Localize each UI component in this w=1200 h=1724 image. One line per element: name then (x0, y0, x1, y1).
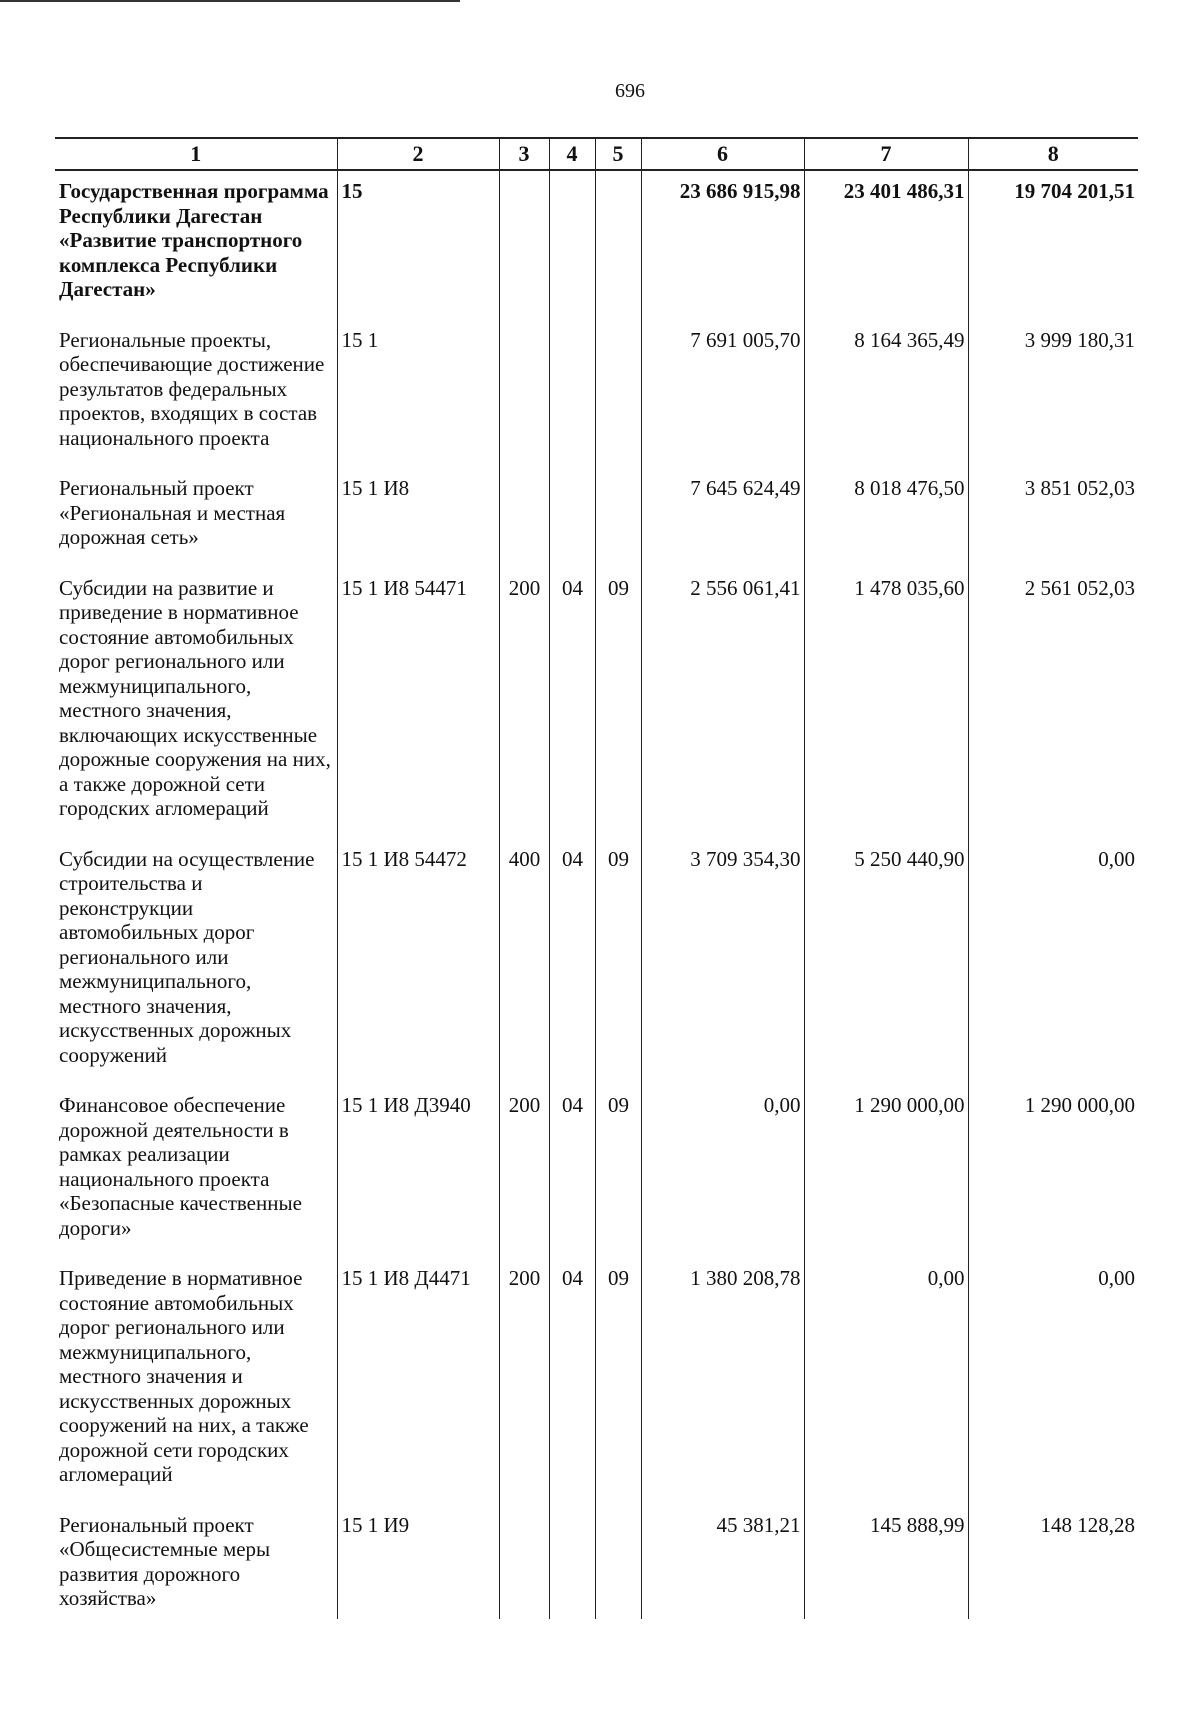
subsection-code: 09 (595, 839, 641, 1086)
subsection-code (595, 170, 641, 320)
header-row (55, 138, 1138, 170)
target-article-code: 15 1 И8 Д3940 (337, 1085, 499, 1258)
subsection-code (595, 320, 641, 469)
amount-col-6: 7 645 624,49 (641, 468, 804, 568)
column-header-6: 6 (641, 138, 804, 170)
section-code: 04 (549, 568, 595, 839)
subsection-code: 09 (595, 568, 641, 839)
subsection-code: 09 (595, 1085, 641, 1258)
table-row (55, 320, 1138, 469)
subsection-code (595, 1505, 641, 1619)
amount-col-6: 7 691 005,70 (641, 320, 804, 469)
target-article-code: 15 1 И8 (337, 468, 499, 568)
row-name: Региональный проект «Региональная и местная дорожная сеть» (59, 476, 286, 549)
table-row (55, 1085, 1138, 1258)
amount-col-6: 2 556 061,41 (641, 568, 804, 839)
amount-col-8: 3 851 052,03 (968, 468, 1138, 568)
target-article-code: 15 1 И8 54472 (337, 839, 499, 1086)
subsection-code (595, 468, 641, 568)
section-code: 04 (549, 839, 595, 1086)
amount-col-6: 45 381,21 (641, 1505, 804, 1619)
amount-col-7: 1 290 000,00 (804, 1085, 968, 1258)
column-header-8: 8 (968, 138, 1138, 170)
column-header-3: 3 (499, 138, 549, 170)
section-code (549, 1505, 595, 1619)
target-article-code: 15 1 (337, 320, 499, 469)
column-header-4: 4 (549, 138, 595, 170)
table-row (55, 839, 1138, 1086)
top-rule (0, 0, 460, 2)
expense-type-code: 200 (499, 1258, 549, 1505)
amount-col-8: 1 290 000,00 (968, 1085, 1138, 1258)
row-name: Субсидии на осуществление строительства и реконструкции автомобильных дорог регионального или межмуниципального, местного значения, искусственных дорожных сооружений (59, 846, 315, 1067)
target-article-code: 15 1 И8 54471 (337, 568, 499, 839)
amount-col-7: 23 401 486,31 (804, 170, 968, 320)
table-row (55, 170, 1138, 320)
row-name: Государственная программа Республики Дагестан «Развитие транспортного комплекса Республики Дагестан» (59, 179, 329, 301)
section-code: 04 (549, 1085, 595, 1258)
table-row (55, 1505, 1138, 1619)
section-code (549, 170, 595, 320)
target-article-code: 15 1 И8 Д4471 (337, 1258, 499, 1505)
row-name: Финансовое обеспечение дорожной деятельности в рамках реализации национального проекта «Безопасные качественные дороги» (59, 1093, 302, 1240)
expense-type-code (499, 170, 549, 320)
amount-col-7: 1 478 035,60 (804, 568, 968, 839)
amount-col-6: 0,00 (641, 1085, 804, 1258)
page-number: 696 (615, 80, 645, 102)
amount-col-6: 3 709 354,30 (641, 839, 804, 1086)
subsection-code: 09 (595, 1258, 641, 1505)
amount-col-7: 145 888,99 (804, 1505, 968, 1619)
table-row (55, 468, 1138, 568)
target-article-code: 15 (337, 170, 499, 320)
expense-type-code (499, 1505, 549, 1619)
section-code: 04 (549, 1258, 595, 1505)
budget-table (55, 137, 1138, 1619)
expense-type-code (499, 468, 549, 568)
expense-type-code: 200 (499, 568, 549, 839)
expense-type-code: 400 (499, 839, 549, 1086)
amount-col-7: 0,00 (804, 1258, 968, 1505)
amount-col-8: 148 128,28 (968, 1505, 1138, 1619)
section-code (549, 320, 595, 469)
column-header-5: 5 (595, 138, 641, 170)
column-header-7: 7 (804, 138, 968, 170)
table-row (55, 568, 1138, 839)
target-article-code: 15 1 И9 (337, 1505, 499, 1619)
row-name: Региональные проекты, обеспечивающие достижение результатов федеральных проектов, входящих в состав национального проекта (59, 327, 325, 450)
section-code (549, 468, 595, 568)
amount-col-6: 1 380 208,78 (641, 1258, 804, 1505)
amount-col-8: 2 561 052,03 (968, 568, 1138, 839)
amount-col-8: 3 999 180,31 (968, 320, 1138, 469)
amount-col-7: 8 164 365,49 (804, 320, 968, 469)
expense-type-code: 200 (499, 1085, 549, 1258)
column-header-1: 1 (55, 138, 337, 170)
amount-col-8: 0,00 (968, 839, 1138, 1086)
amount-col-7: 8 018 476,50 (804, 468, 968, 568)
row-name: Субсидии на развитие и приведение в нормативное состояние автомобильных дорог регионального или межмуниципального, местного значения, включающих искусственные дорожные сооружения на них, а также дорожной сети городских агломераций (59, 575, 331, 820)
amount-col-7: 5 250 440,90 (804, 839, 968, 1086)
amount-col-8: 19 704 201,51 (968, 170, 1138, 320)
amount-col-6: 23 686 915,98 (641, 170, 804, 320)
expense-type-code (499, 320, 549, 469)
row-name: Приведение в нормативное состояние автомобильных дорог регионального или межмуниципального, местного значения и искусственных дорожных сооружений на них, а также дорожной сети городских агломераций (59, 1266, 309, 1486)
row-name: Региональный проект «Общесистемные меры развития дорожного хозяйства» (59, 1512, 271, 1610)
column-header-2: 2 (337, 138, 499, 170)
amount-col-8: 0,00 (968, 1258, 1138, 1505)
table-row (55, 1258, 1138, 1505)
